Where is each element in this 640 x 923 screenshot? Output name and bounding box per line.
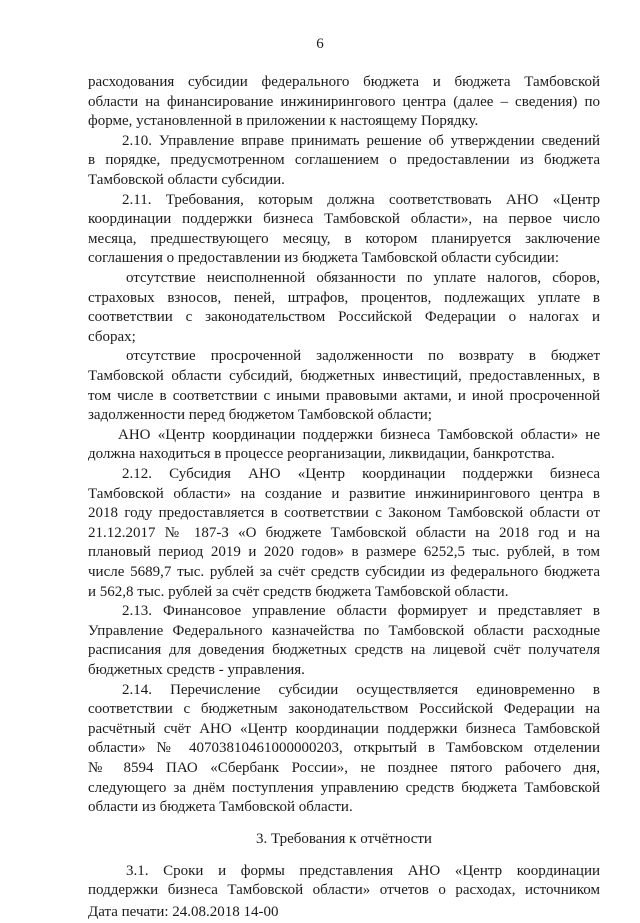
text-line: должна находиться в процессе реорганизации, ликвидации, банкротства. bbox=[88, 446, 555, 463]
text-line: следующего за днём поступления управлению средств бюджета Тамбовской bbox=[88, 779, 600, 796]
text-line: 21.12.2017 № 187-З «О бюджете Тамбовской области на 2018 год и на bbox=[88, 524, 600, 541]
text-line: сборах; bbox=[88, 328, 136, 345]
text-line: № 8594 ПАО «Сбербанк России», не позднее пятого рабочего дня, bbox=[88, 760, 600, 776]
section-heading: 3. Требования к отчётности bbox=[256, 830, 432, 847]
text-line: АНО «Центр координации поддержки бизнеса Тамбовской области» не bbox=[118, 426, 600, 443]
text-line: форме, установленной в приложении к настоящему Порядку. bbox=[88, 113, 479, 130]
text-line: 2.14. Перечисление субсидии осуществляется единовременно в bbox=[122, 681, 600, 698]
text-line: соответствии с бюджетным законодательством Российской Федерации на bbox=[88, 701, 600, 718]
text-line: и 562,8 тыс. рублей за счёт средств бюджета Тамбовской области. bbox=[88, 583, 509, 600]
text-line: месяца, предшествующего месяцу, в котором планируется заключение bbox=[88, 230, 600, 247]
text-line: бюджетных средств - управления. bbox=[88, 662, 305, 678]
text-line: 3.1. Сроки и формы представления АНО «Центр координации bbox=[126, 862, 600, 879]
text-line: области на финансирование инжинирингового центра (далее – сведения) по bbox=[88, 93, 600, 110]
text-line: расходования субсидии федерального бюджета и бюджета Тамбовской bbox=[88, 74, 600, 90]
text-line: Тамбовской области» на создание и развитие инжинирингового центра в bbox=[88, 485, 600, 502]
print-date-footer: Дата печати: 24.08.2018 14-00 bbox=[88, 904, 279, 920]
text-line: поддержки бизнеса Тамбовской области» отчетов о расходах, источником bbox=[88, 882, 600, 899]
text-line: области» № 40703810461000000203, открытый в Тамбовском отделении bbox=[88, 740, 600, 757]
text-line: Управление Федерального казначейства по Тамбовской области расходные bbox=[88, 622, 600, 639]
text-line: 2.12. Субсидия АНО «Центр координации поддержки бизнеса bbox=[122, 466, 600, 482]
text-line: отсутствие неисполненной обязанности по уплате налогов, сборов, bbox=[126, 270, 600, 286]
text-line: в порядке, предусмотренном соглашением о предоставлении из бюджета bbox=[88, 152, 600, 169]
text-line: расписания для доведения бюджетных средств на лицевой счёт получателя bbox=[88, 642, 600, 659]
text-line: соответствии с законодательством Российской Федерации о налогах и bbox=[88, 309, 600, 326]
text-line: 2.10. Управление вправе принимать решение об утверждении сведений bbox=[122, 132, 600, 149]
text-line: соглашения о предоставлении из бюджета Тамбовской области субсидии: bbox=[88, 250, 559, 267]
text-line: страховых взносов, пеней, штрафов, процентов, подлежащих уплате в bbox=[88, 289, 600, 306]
text-line: отсутствие просроченной задолженности по возврату в бюджет bbox=[126, 348, 600, 365]
text-line: числе 5689,7 тыс. рублей за счёт средств субсидии из федерального бюджета bbox=[88, 564, 600, 580]
text-line: задолженности перед бюджетом Тамбовской области; bbox=[88, 407, 432, 424]
text-line: координации поддержки бизнеса Тамбовской области», на первое число bbox=[88, 211, 600, 228]
text-line: Тамбовской области субсидий, бюджетных инвестиций, предоставленных, в bbox=[88, 368, 600, 384]
page-number: 6 bbox=[316, 36, 324, 52]
text-line: области из бюджета Тамбовской области. bbox=[88, 799, 353, 816]
text-line: 2.13. Финансовое управление области формирует и представляет в bbox=[122, 603, 600, 620]
text-line: 2018 году предоставляется в соответствии с Законом Тамбовской области от bbox=[88, 505, 600, 522]
text-line: Тамбовской области субсидии. bbox=[88, 172, 285, 188]
text-line: плановый период 2019 и 2020 годов» в размере 6252,5 тыс. рублей, в том bbox=[88, 544, 600, 561]
text-line: том числе в соответствии с иными правовыми актами, и иной просроченной bbox=[88, 387, 600, 404]
text-line: 2.11. Требования, которым должна соответствовать АНО «Центр bbox=[122, 191, 600, 208]
text-line: расчётный счёт АНО «Центр координации поддержки бизнеса Тамбовской bbox=[88, 720, 600, 737]
